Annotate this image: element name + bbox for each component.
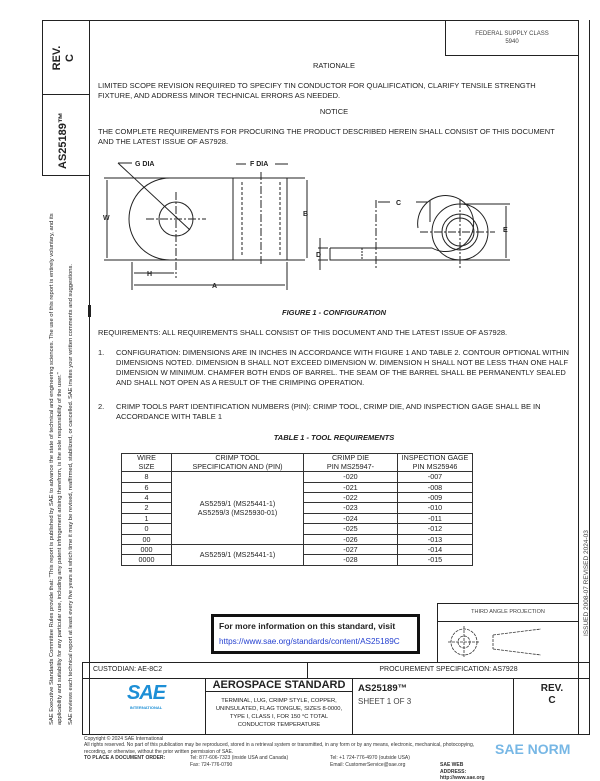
aerospace-standard-heading: AEROSPACE STANDARD [206,678,352,692]
document-title: TERMINAL, LUG, CRIMP STYLE, COPPER, UNINSULATED, FLAG TONGUE, SIZES 8-0000, TYPE I, CLASS I, FOR 150 °C TOTAL CONDUCTOR TEMPERATURE [215,698,343,728]
tool-requirements-table [121,453,473,566]
disclaimer: SAE Executive Standards Committee Rules provide that: "This report is published by SAE to advance the state of technical and engineering sciences. The use of this report is entirely voluntary, and its applicability and suitability for any particular use, including any patent infringement arising therefrom, is the sole responsibility of the user." SAE reviews each technical report at least every five years at which time it may be revised, reaffirmed, stabilized, or cancelled. SAE invites your written comments and suggestions. [49,213,74,725]
custodian-cell: CUSTODIAN: AE-8C2 [82,662,308,679]
figure-caption: FIGURE 1 - CONFIGURATION [281,308,387,317]
third-angle-projection-icon [438,622,576,660]
label-g-dia: G DIA [135,161,155,168]
doc-number-vertical: AS25189™ [57,112,69,169]
rev-label: REV. [51,45,63,71]
table-row: 0000 -028 -015 [122,555,473,565]
footer: Copyright © 2024 SAE International All rights reserved. No part of this publication may be reproduced, stored in a retrieval system or transmitted, in any form or by any means, electronic, mechanical, photocopying, recording, or otherwise, without the prior written permission of SAE. TO PLACE A DOCUMENT ORDER: Tel: 877-606-7323 (inside USA and Canada) Fax: 724-776-0790 Tel: +1 724-776-4970 (outside USA) Email: CustomerService@sae.org SAE WEB ADDRESS: http://www.sae.org [84,736,485,781]
rev-value: C [64,54,76,62]
label-c: C [396,200,402,207]
notice-text: THE COMPLETE REQUIREMENTS FOR PROCURING THE PRODUCT DESCRIBED HEREIN SHALL CONSIST OF THIS DOCUMENT AND THE LATEST ISSUE OF AS7928. [98,127,555,146]
label-d: D [316,252,322,259]
label-b: B [303,211,309,218]
label-a: A [212,283,218,290]
notice-heading: NOTICE [319,107,349,116]
figure-configuration [0,0,600,320]
table-row: 2 -023 -010 [122,503,473,513]
label-e: E [503,227,508,234]
sae-logo: SAE INTERNATIONAL [126,682,166,710]
table-row: 000 AS5259/1 (MS25441-1) -027 -014 [122,545,473,555]
label-w: W [103,215,110,222]
requirement-1: 1. CONFIGURATION: DIMENSIONS ARE IN INCHES IN ACCORDANCE WITH FIGURE 1 AND TABLE 2. CONTOUR OPTIONAL WITHIN DIMENSIONS NOTED. DIMENSION B SHALL NOT EXCEED DIMENSION W. DIMENSION H SHALL NOT BE LESS THAN ONE HALF DIMENSION W MINIMUM. CHAMFER BOTH ENDS OF BARREL. THE SEAM OF THE BARREL SHALL BE PERMANENTLY SEALED AND SHALL NOT OPEN AS A RESULT OF THE CRIMPING OPERATION. [98,348,569,387]
table-row: 4 -022 -009 [122,493,473,503]
procurement-cell: PROCUREMENT SPECIFICATION: AS7928 [307,662,590,679]
table-row: 00 -026 -013 [122,534,473,544]
requirements-intro: REQUIREMENTS: ALL REQUIREMENTS SHALL CONSIST OF THIS DOCUMENT AND THE LATEST ISSUE OF AS7928. [98,328,508,337]
rationale-heading: RATIONALE [313,61,355,70]
standard-link[interactable]: https://www.sae.org/standards/content/AS25189C [219,637,400,646]
requirement-2: 2. CRIMP TOOLS PART IDENTIFICATION NUMBERS (PIN): CRIMP TOOL, CRIMP DIE, AND INSPECTION GAGE SHALL BE IN ACCORDANCE WITH TABLE 1 [98,402,541,421]
info-box: For more information on this standard, visit https://www.sae.org/standards/content/AS25189C [211,614,420,654]
table-row: 1 -024 -011 [122,513,473,523]
table-title: TABLE 1 - TOOL REQUIREMENTS [273,433,395,442]
table-header-row: WIRE SIZE CRIMP TOOL SPECIFICATION AND (PIN) CRIMP DIE PIN MS25947- INSPECTION GAGE PIN MS25946 [122,454,473,472]
watermark: SAE NORM [495,741,571,757]
title-cell [205,678,353,735]
rev-cell: REV. C [513,678,590,735]
projection-box: THIRD ANGLE PROJECTION [437,603,578,662]
fsc-box: FEDERAL SUPPLY CLASS 5940 [445,20,579,56]
table-row: 6 -021 -008 [122,482,473,492]
table-row: 8 AS5259/1 (MS25441-1) AS5259/3 (MS25930-01) -020 -007 [122,472,473,482]
label-h: H [147,271,153,278]
rationale-text: LIMITED SCOPE REVISION REQUIRED TO SPECIFY TIN CONDUCTOR FOR QUALIFICATION, CLARIFY TENSILE STRENGTH FIXTURE, AND ADDRESS MINOR TECHNICAL ERRORS AS NEEDED. [98,81,536,100]
table-row: 0 -025 -012 [122,524,473,534]
issue-dates: ISSUED 2008-07 REVISED 2024-03 [583,530,590,636]
doc-number-cell: AS25189™ SHEET 1 OF 3 [358,683,412,706]
label-f-dia: F DIA [250,161,269,168]
